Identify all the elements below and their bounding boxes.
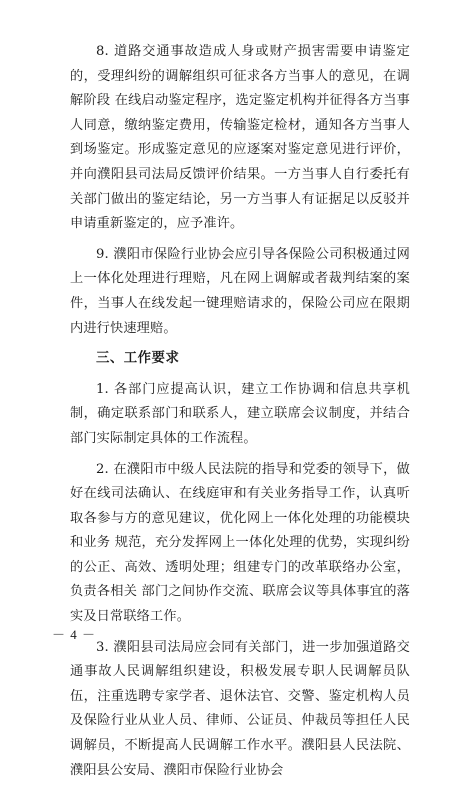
- page-number: － 4 －: [52, 627, 97, 642]
- requirement-item-2: 2. 在濮阳市中级人民法院的指导和党委的领导下，做好在线司法确认、在线庭审和有关业务指导工作，认真听取各参与方的意见建议，优化网上一体化处理的功能模块和业务 规范，充分发挥网上一体化处理的优势，实现纠纷的公正、高效、透明处理；组建专门的改革联络办公室，负责各相关 部门之间协作交流、联席会议等具体事宜的落实及日常联络工作。: [70, 461, 410, 625]
- requirement-item-3: 3. 濮阳县司法局应会同有关部门，进一步加强道路交通事故人民调解组织建设，积极发展专职人民调解员队伍，注重选聘专家学者、退休法官、交警、鉴定机构人员及保险行业从业人员、律师、公证员、仲裁员等担任人民调解员，不断提高人民调解工作水平。濮阳县人民法院、濮阳县公安局、濮阳市保险行业协会: [70, 639, 410, 778]
- paragraph-item-9: 9. 濮阳市保险行业协会应引导各保险公司积极通过网 上一体化处理进行理赔，凡在网上调解或者裁判结案的案件，当事人在线发起一键理赔请求的，保险公司应在限期内进行快速理赔。: [70, 246, 410, 336]
- requirement-item-1: 1. 各部门应提高认识，建立工作协调和信息共享机制，确定联系部门和联系人，建立联席会议制度，并结合部门实际制定具体的工作流程。: [70, 381, 410, 446]
- paragraph-item-8: 8. 道路交通事故造成人身或财产损害需要申请鉴定的，受理纠纷的调解组织可征求各方当事人的意见，在调解阶段 在线启动鉴定程序，选定鉴定机构并征得各方当事人同意，缴纳鉴定费用，传输鉴定检材，通知各方当事人到场鉴定。形成鉴定意见的应逐案对鉴定意见进行评价，并向濮阳县司法局反馈评价结果。一方当事人自行委托有关部门做出的鉴定结论，另一方当事人有证据足以反驳并申请重新鉴定的，应予准许。: [70, 44, 410, 232]
- section-heading: 三、工作要求: [96, 351, 180, 367]
- document-body: [70, 40, 410, 789]
